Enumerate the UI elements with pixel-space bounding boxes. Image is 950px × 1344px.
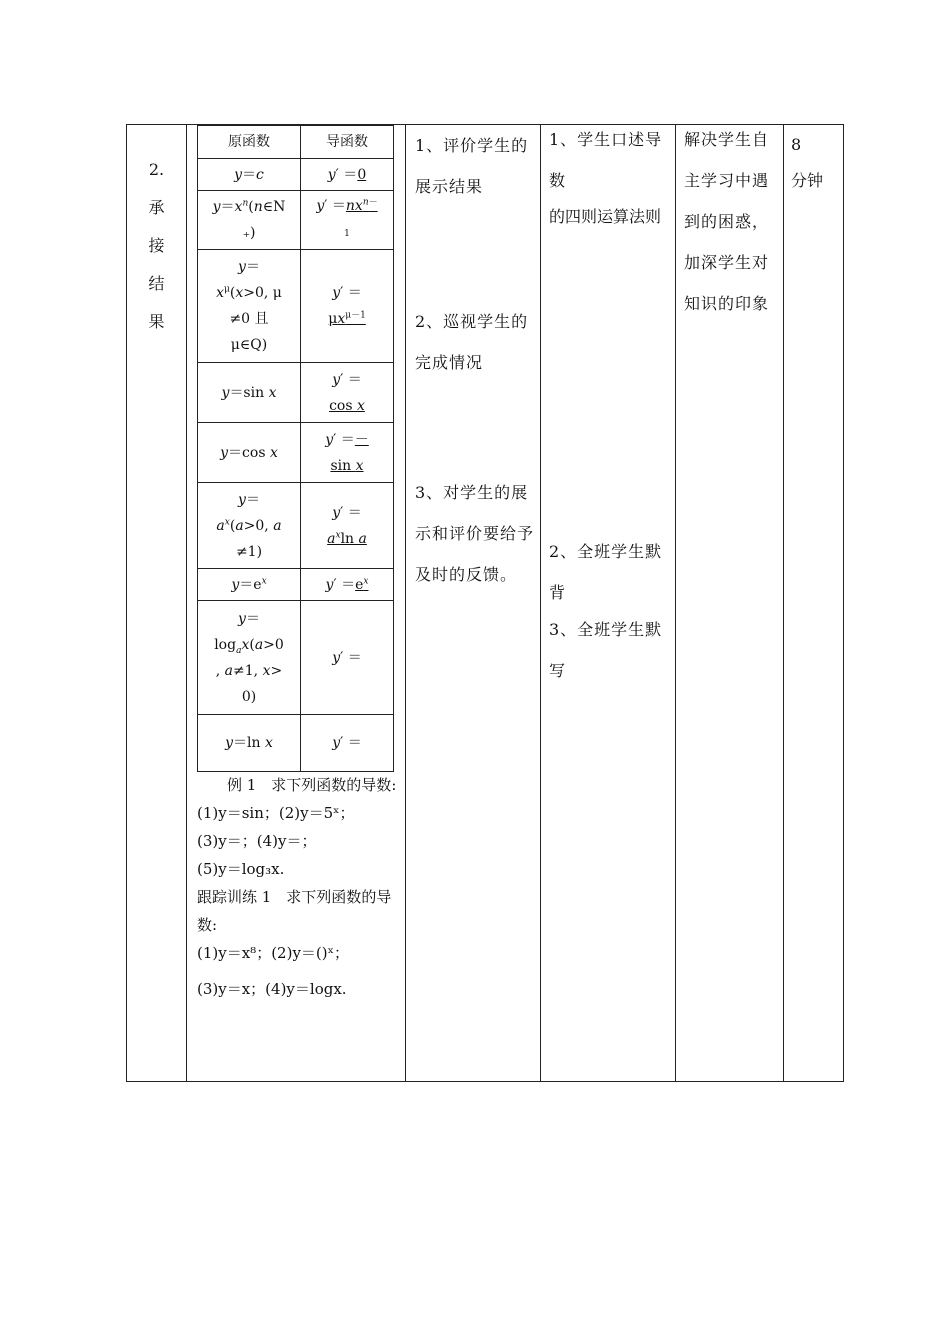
derivative-cell: $y' =nx^{n-}$ 1 xyxy=(301,191,394,250)
derivative-cell: y′ ＝ xyxy=(301,715,394,772)
teacher-item: 3、对学生的展示和评价要给予及时的反馈。 xyxy=(415,483,535,584)
derivative-formula-table xyxy=(197,125,394,772)
student-item: 3、全班学生默写 xyxy=(549,620,663,680)
table-row xyxy=(198,159,394,191)
derivative-cell: y′ ＝ $a^x\ln$ a xyxy=(301,483,394,569)
derivative-cell: y′ ＝ cos x xyxy=(301,363,394,423)
training-title: 跟踪训练 1 求下列函数的导数: xyxy=(197,888,392,934)
time-value: 8 xyxy=(791,135,802,154)
table-header-row xyxy=(198,126,394,159)
example-line: (3)y＝；(4)y＝； xyxy=(197,832,317,850)
table-row xyxy=(198,423,394,483)
formula-cell: $y=e^x$ xyxy=(198,569,301,601)
column-divider xyxy=(675,125,676,1081)
exercise-block xyxy=(197,771,403,1003)
header-derivative: 导函数 xyxy=(301,126,394,159)
student-item: 的四则运算法则 xyxy=(549,207,662,226)
lesson-table xyxy=(126,124,844,1082)
teacher-item: 1、评价学生的展示结果 xyxy=(415,136,529,196)
column-divider xyxy=(186,125,187,1081)
column-divider xyxy=(540,125,541,1081)
stage-number: 2. xyxy=(148,160,165,179)
formula-cell: y＝ $a^x(a>0$, a ≠1) xyxy=(198,483,301,569)
stage-char: 果 xyxy=(148,312,165,331)
header-original-function: 原函数 xyxy=(198,126,301,159)
formula-cell: y＝cos x xyxy=(198,423,301,483)
table-row xyxy=(198,601,394,715)
formula-cell: y＝ $x^\mu(x>0$, μ ≠0 且 μ∈Q) xyxy=(198,250,301,363)
formula-cell: y＝ $\log_ax(a>0$ , a≠1, x> 0) xyxy=(198,601,301,715)
column-divider xyxy=(405,125,406,1081)
teacher-item: 2、巡视学生的完成情况 xyxy=(415,312,529,372)
derivative-cell: y′ ＝0 xyxy=(301,159,394,191)
student-item: 1、学生口述导数 xyxy=(549,130,663,190)
formula-cell: y＝c xyxy=(198,159,301,191)
derivative-cell: y′ ＝ $\mu x^{\mu-1}$ xyxy=(301,250,394,363)
column-divider xyxy=(783,125,784,1081)
table-row xyxy=(198,191,394,250)
stage-label xyxy=(127,151,186,341)
example-line: (5)y＝log₃x. xyxy=(197,860,285,878)
table-row xyxy=(198,483,394,569)
table-row xyxy=(198,715,394,772)
derivative-cell: $y' =e^x$ xyxy=(301,569,394,601)
training-line: (1)y＝x⁸；(2)y＝()ˣ； xyxy=(197,944,349,962)
formula-cell: y＝sin x xyxy=(198,363,301,423)
formula-cell: $y=x^n(n\in N$ ₊) xyxy=(198,191,301,250)
design-intent-text: 解决学生自主学习中遇到的困惑，加深学生对知识的印象 xyxy=(684,130,770,313)
training-line: (3)y＝x；(4)y＝logx. xyxy=(197,980,347,998)
stage-char: 接 xyxy=(148,236,165,255)
table-row xyxy=(198,250,394,363)
table-row xyxy=(198,363,394,423)
student-item: 2、全班学生默背 xyxy=(549,542,663,602)
stage-char: 结 xyxy=(148,274,165,293)
example-title: 例 1 求下列函数的导数: xyxy=(227,776,397,794)
time-unit: 分钟 xyxy=(791,171,824,190)
derivative-cell: y′ ＝ xyxy=(301,601,394,715)
table-row xyxy=(198,569,394,601)
time-allocation xyxy=(791,127,823,199)
derivative-cell: y′ ＝－ sin x xyxy=(301,423,394,483)
stage-char: 承 xyxy=(148,198,165,217)
formula-cell: y＝ln x xyxy=(198,715,301,772)
example-line: (1)y＝sin；(2)y＝5ˣ； xyxy=(197,804,355,822)
